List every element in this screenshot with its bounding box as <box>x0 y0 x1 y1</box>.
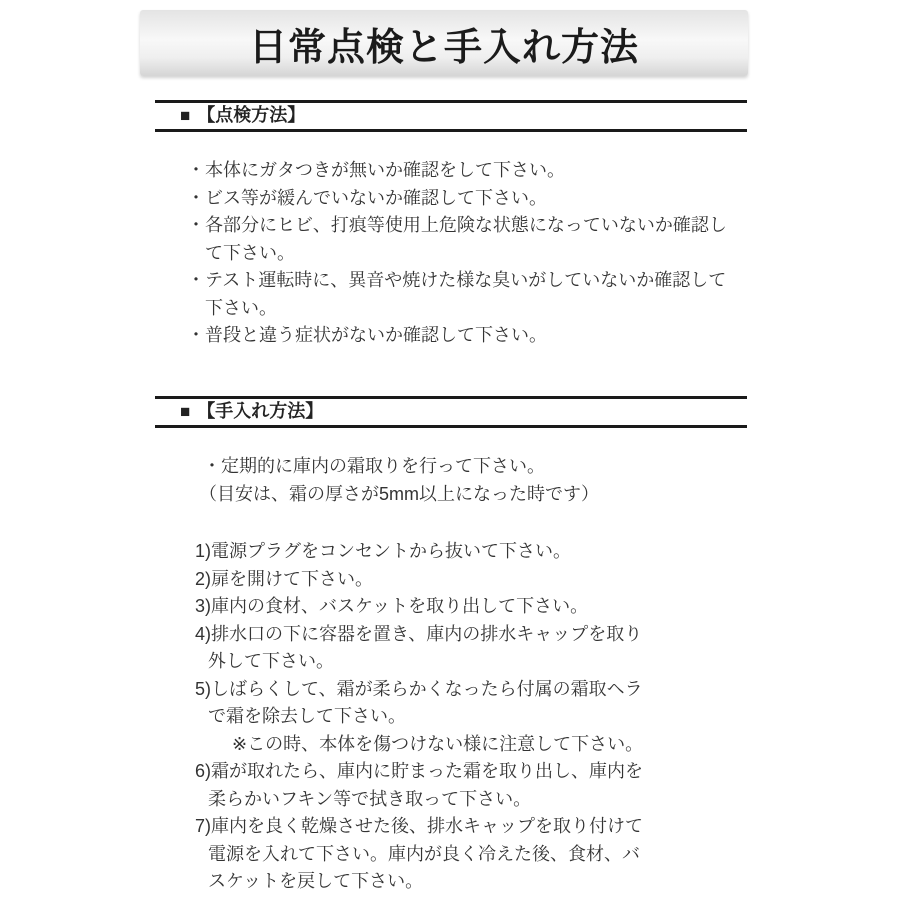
maintenance-step: 5)しばらくして、霜が柔らかくなったら付属の霜取ヘラで霜を除去して下さい。 <box>195 678 643 726</box>
section-header-inspection <box>155 100 747 132</box>
maintenance-step-list <box>195 538 655 896</box>
title-banner <box>140 10 748 76</box>
care-intro-line <box>203 452 763 480</box>
section-header-maintenance <box>155 396 747 428</box>
inspection-bullet-item: ・テスト運転時に、異音や焼けた様な臭いがしていないか確認して下さい。 <box>187 270 727 318</box>
inspection-bullet-item: ・普段と違う症状がないか確認して下さい。 <box>187 325 547 345</box>
care-intro <box>199 452 763 508</box>
inspection-bullet-item: ・各部分にヒビ、打痕等使用上危険な状態になっていないか確認して下さい。 <box>187 215 727 263</box>
maintenance-step: 1)電源プラグをコンセントから抜いて下さい。 <box>195 541 572 561</box>
square-bullet-icon: ■ <box>180 402 191 421</box>
maintenance-step: 3)庫内の食材、バスケットを取り出して下さい。 <box>195 596 589 616</box>
section-title-inspection: 【点検方法】 <box>197 105 306 125</box>
inspection-bullet-item: ・ビス等が緩んでいないか確認して下さい。 <box>187 187 547 208</box>
maintenance-step: 2)扉を開けて下さい。 <box>195 568 374 589</box>
maintenance-step-note: ※この時、本体を傷つけない様に注意して下さい。 <box>232 733 644 754</box>
section-title-maintenance: 【手入れ方法】 <box>197 401 324 421</box>
care-intro-note: （目安は、霜の厚さが5mm以上になった時です） <box>199 484 599 504</box>
care-intro-text: 定期的に庫内の霜取りを行って下さい。 <box>221 456 545 476</box>
maintenance-step: 6)霜が取れたら、庫内に貯まった霜を取り出し、庫内を柔らかいフキン等で拭き取って下さい。 <box>195 761 644 809</box>
inspection-bullet-item: ・本体にガタつきが無いか確認をして下さい。 <box>187 160 565 180</box>
page-title: 日常点検と手入れ方法 <box>248 26 639 69</box>
inspection-bullet-list <box>187 157 737 350</box>
maintenance-step: 7)庫内を良く乾燥させた後、排水キャップを取り付けて電源を入れて下さい。庫内が良く冷えた後、食材、バスケットを戻して下さい。 <box>195 816 644 891</box>
square-bullet-icon: ■ <box>180 106 191 125</box>
dot-bullet-icon: ・ <box>203 456 221 476</box>
maintenance-step: 4)排水口の下に容器を置き、庫内の排水キャップを取り外して下さい。 <box>195 623 643 671</box>
